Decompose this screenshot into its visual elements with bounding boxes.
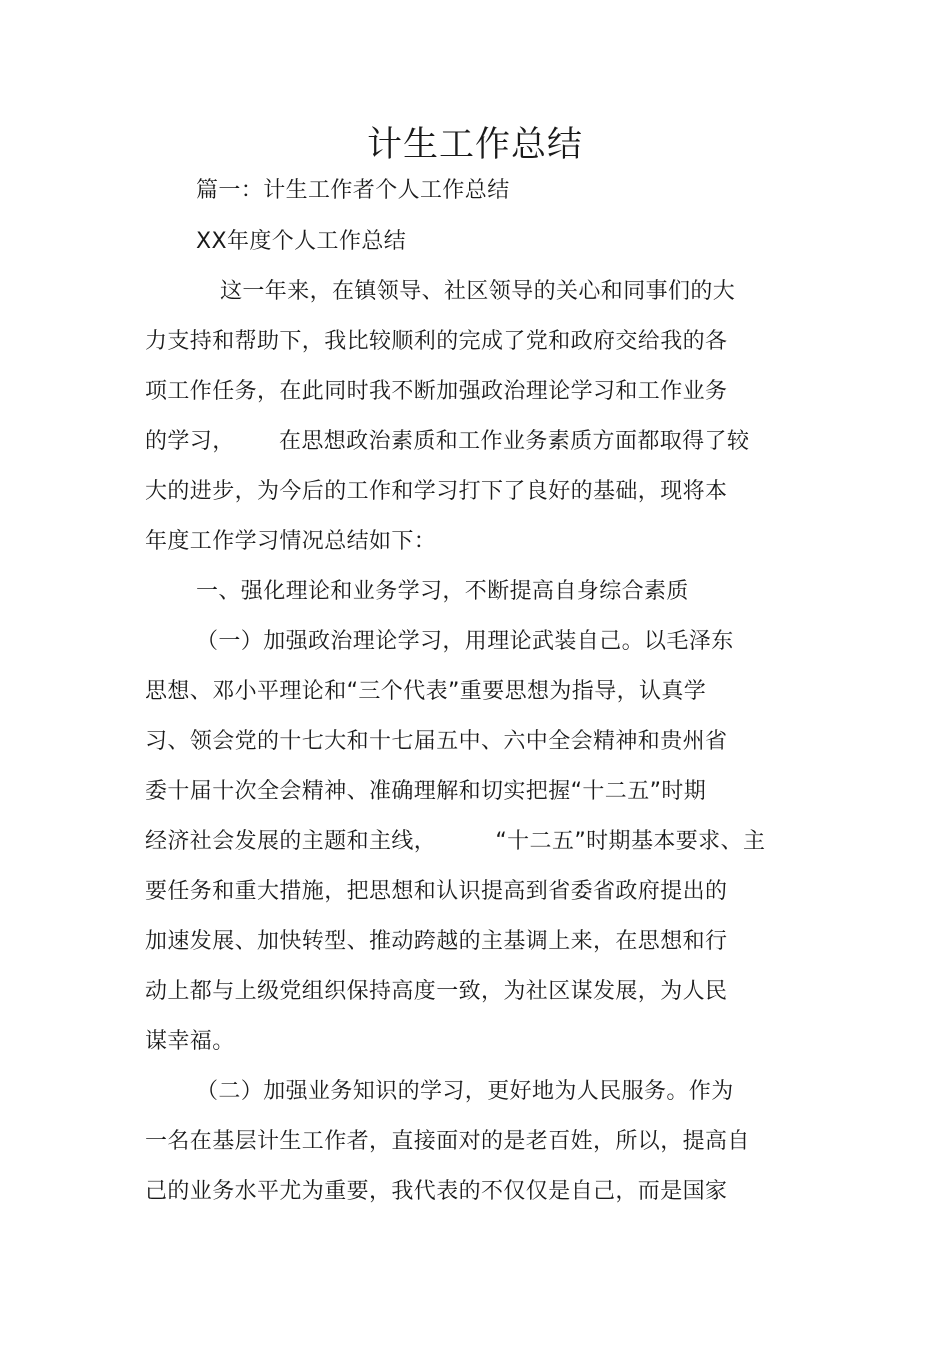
paragraph-line: 谋幸福。: [145, 1029, 235, 1054]
paragraph-line: 委十届十次全会精神、准确理解和切实把握“十二五”时期: [145, 779, 707, 804]
year-heading-line: XX年度个人工作总结: [196, 229, 407, 254]
paragraph-line: 加速发展、加快转型、推动跨越的主基调上来，在思想和行: [145, 929, 728, 954]
section-heading-line: 一、强化理论和业务学习，不断提高自身综合素质: [196, 579, 689, 604]
paragraph-line: 思想、邓小平理论和“三个代表”重要思想为指导，认真学: [145, 679, 707, 704]
paragraph-line: 力支持和帮助下，我比较顺利的完成了党和政府交给我的各: [145, 329, 728, 354]
paragraph-line: 一名在基层计生工作者，直接面对的是老百姓，所以，提高自: [145, 1129, 750, 1154]
paragraph-line: 己的业务水平尤为重要，我代表的不仅仅是自己，而是国家: [145, 1179, 728, 1204]
paragraph-line: 动上都与上级党组织保持高度一致，为社区谋发展，为人民: [145, 979, 728, 1004]
paragraph-line: 这一年来，在镇领导、社区领导的关心和同事们的大: [220, 279, 736, 304]
paragraph-line: 大的进步，为今后的工作和学习打下了良好的基础，现将本: [145, 479, 728, 504]
paragraph-line: 经济社会发展的主题和主线， “十二五”时期基本要求、主: [145, 829, 766, 854]
paragraph-line: 要任务和重大措施，把思想和认识提高到省委省政府提出的: [145, 879, 728, 904]
document-title: 计生工作总结: [366, 125, 583, 165]
paragraph-line: （二）加强业务知识的学习，更好地为人民服务。作为: [196, 1079, 734, 1104]
paragraph-line: 年度工作学习情况总结如下：: [145, 529, 437, 554]
paragraph-line: 习、领会党的十七大和十七届五中、六中全会精神和贵州省: [145, 729, 728, 754]
paragraph-line: 的学习， 在思想政治素质和工作业务素质方面都取得了较: [145, 429, 750, 454]
paragraph-line: 项工作任务，在此同时我不断加强政治理论学习和工作业务: [145, 379, 728, 404]
paragraph-line: （一）加强政治理论学习，用理论武装自己。以毛泽东: [196, 629, 734, 654]
subtitle-line: 篇一：计生工作者个人工作总结: [196, 178, 510, 203]
